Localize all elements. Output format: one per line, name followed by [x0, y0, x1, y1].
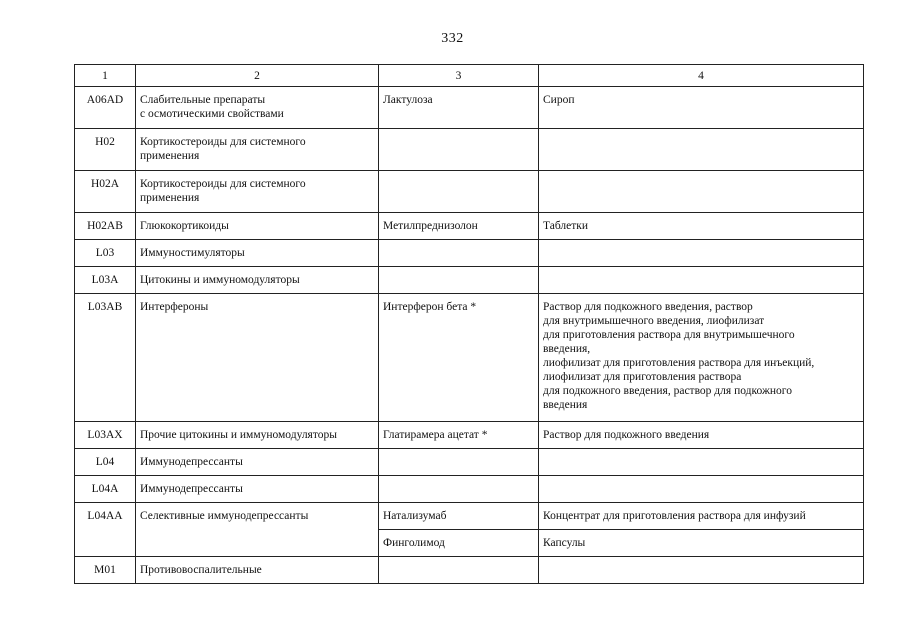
dosage-form-cell	[539, 129, 864, 171]
atc-code-cell: L03AB	[75, 294, 136, 422]
atc-code-cell: A06AD	[75, 87, 136, 129]
dosage-form-cell	[539, 476, 864, 503]
dosage-form-line: Концентрат для приготовления раствора для инфузий	[543, 510, 806, 522]
dosage-form-cell	[539, 171, 864, 213]
drug-name-cell: Метилпреднизолон	[379, 213, 539, 240]
dosage-form-line: лиофилизат для приготовления раствора	[543, 371, 742, 383]
group-name-cell	[136, 171, 379, 213]
dosage-form-line: введения	[543, 399, 588, 411]
group-name-line: Иммунодепрессанты	[140, 456, 243, 468]
group-name-line: применения	[140, 150, 200, 162]
dosage-form-line: Сироп	[543, 94, 575, 106]
drug-name-cell	[379, 449, 539, 476]
group-name-cell	[136, 449, 379, 476]
dosage-form-line: Капсулы	[543, 537, 586, 549]
atc-code-cell: H02A	[75, 171, 136, 213]
table-row	[75, 267, 864, 294]
dosage-form-cell	[539, 503, 864, 530]
group-name-line: Селективные иммунодепрессанты	[140, 510, 309, 522]
dosage-form-cell	[539, 422, 864, 449]
table-row	[75, 503, 864, 530]
group-name-line: Иммунодепрессанты	[140, 483, 243, 495]
table-row	[75, 240, 864, 267]
group-name-cell	[136, 129, 379, 171]
header-row	[75, 65, 864, 87]
group-name-line: Глюкокортикоиды	[140, 220, 229, 232]
dosage-form-cell	[539, 267, 864, 294]
page-number: 332	[441, 31, 464, 46]
group-name-cell	[136, 294, 379, 422]
dosage-form-cell	[539, 530, 864, 557]
drug-name-cell: Натализумаб	[379, 503, 539, 530]
dosage-form-line: для внутримышечного введения, лиофилизат	[543, 315, 765, 327]
group-name-line: Прочие цитокины и иммуномодуляторы	[140, 429, 337, 441]
dosage-form-cell	[539, 449, 864, 476]
dosage-form-cell	[539, 557, 864, 584]
drug-name-cell	[379, 240, 539, 267]
dosage-form-line: введения,	[543, 343, 591, 355]
dosage-form-line: лиофилизат для приготовления раствора для инъекций,	[543, 357, 815, 369]
group-name-cell	[136, 240, 379, 267]
atc-code-cell: L04A	[75, 476, 136, 503]
dosage-form-cell	[539, 294, 864, 422]
atc-code-cell: L04	[75, 449, 136, 476]
group-name-cell	[136, 503, 379, 557]
table-header	[75, 65, 864, 87]
group-name-line: Интерфероны	[140, 301, 209, 313]
dosage-form-cell	[539, 87, 864, 129]
dosage-form-line: для подкожного введения, раствор для подкожного	[543, 385, 792, 397]
group-name-line: применения	[140, 192, 200, 204]
table-row	[75, 171, 864, 213]
drug-name-cell	[379, 557, 539, 584]
group-name-cell	[136, 213, 379, 240]
drug-name-cell	[379, 171, 539, 213]
drug-name-cell: Глатирамера ацетат *	[379, 422, 539, 449]
group-name-line: Кортикостероиды для системного	[140, 136, 306, 148]
table-row	[75, 557, 864, 584]
dosage-form-line: Раствор для подкожного введения, раствор	[543, 301, 753, 313]
dosage-form-line: Раствор для подкожного введения	[543, 429, 710, 441]
drug-name-cell	[379, 267, 539, 294]
atc-code-cell: L03AX	[75, 422, 136, 449]
drug-name-cell: Финголимод	[379, 530, 539, 557]
atc-code-cell: L03A	[75, 267, 136, 294]
atc-code-cell: H02	[75, 129, 136, 171]
table-row	[75, 213, 864, 240]
group-name-cell	[136, 557, 379, 584]
column-header-3: 3	[379, 65, 539, 87]
group-name-line: Слабительные препараты	[140, 94, 266, 106]
drug-name-cell	[379, 129, 539, 171]
table-row	[75, 87, 864, 129]
table-row	[75, 476, 864, 503]
group-name-line: Цитокины и иммуномодуляторы	[140, 274, 300, 286]
table-row	[75, 129, 864, 171]
group-name-line: Иммуностимуляторы	[140, 247, 245, 259]
group-name-line: Противовоспалительные	[140, 564, 262, 576]
drug-name-cell	[379, 476, 539, 503]
dosage-form-cell	[539, 240, 864, 267]
group-name-cell	[136, 422, 379, 449]
group-name-line: с осмотическими свойствами	[140, 108, 284, 120]
column-header-2: 2	[136, 65, 379, 87]
table-row	[75, 449, 864, 476]
drug-classification-table	[74, 64, 864, 584]
dosage-form-line: Таблетки	[543, 220, 589, 232]
drug-name-cell: Интерферон бета *	[379, 294, 539, 422]
atc-code-cell: L04AA	[75, 503, 136, 557]
column-header-1: 1	[75, 65, 136, 87]
dosage-form-line: для приготовления раствора для внутримышечного	[543, 329, 795, 341]
table-row	[75, 422, 864, 449]
group-name-cell	[136, 476, 379, 503]
column-header-4: 4	[539, 65, 864, 87]
group-name-line: Кортикостероиды для системного	[140, 178, 306, 190]
atc-code-cell: L03	[75, 240, 136, 267]
atc-code-cell: H02AB	[75, 213, 136, 240]
dosage-form-cell	[539, 213, 864, 240]
atc-code-cell: M01	[75, 557, 136, 584]
group-name-cell	[136, 267, 379, 294]
table-row	[75, 294, 864, 422]
drug-name-cell: Лактулоза	[379, 87, 539, 129]
group-name-cell	[136, 87, 379, 129]
table-body	[75, 87, 864, 584]
